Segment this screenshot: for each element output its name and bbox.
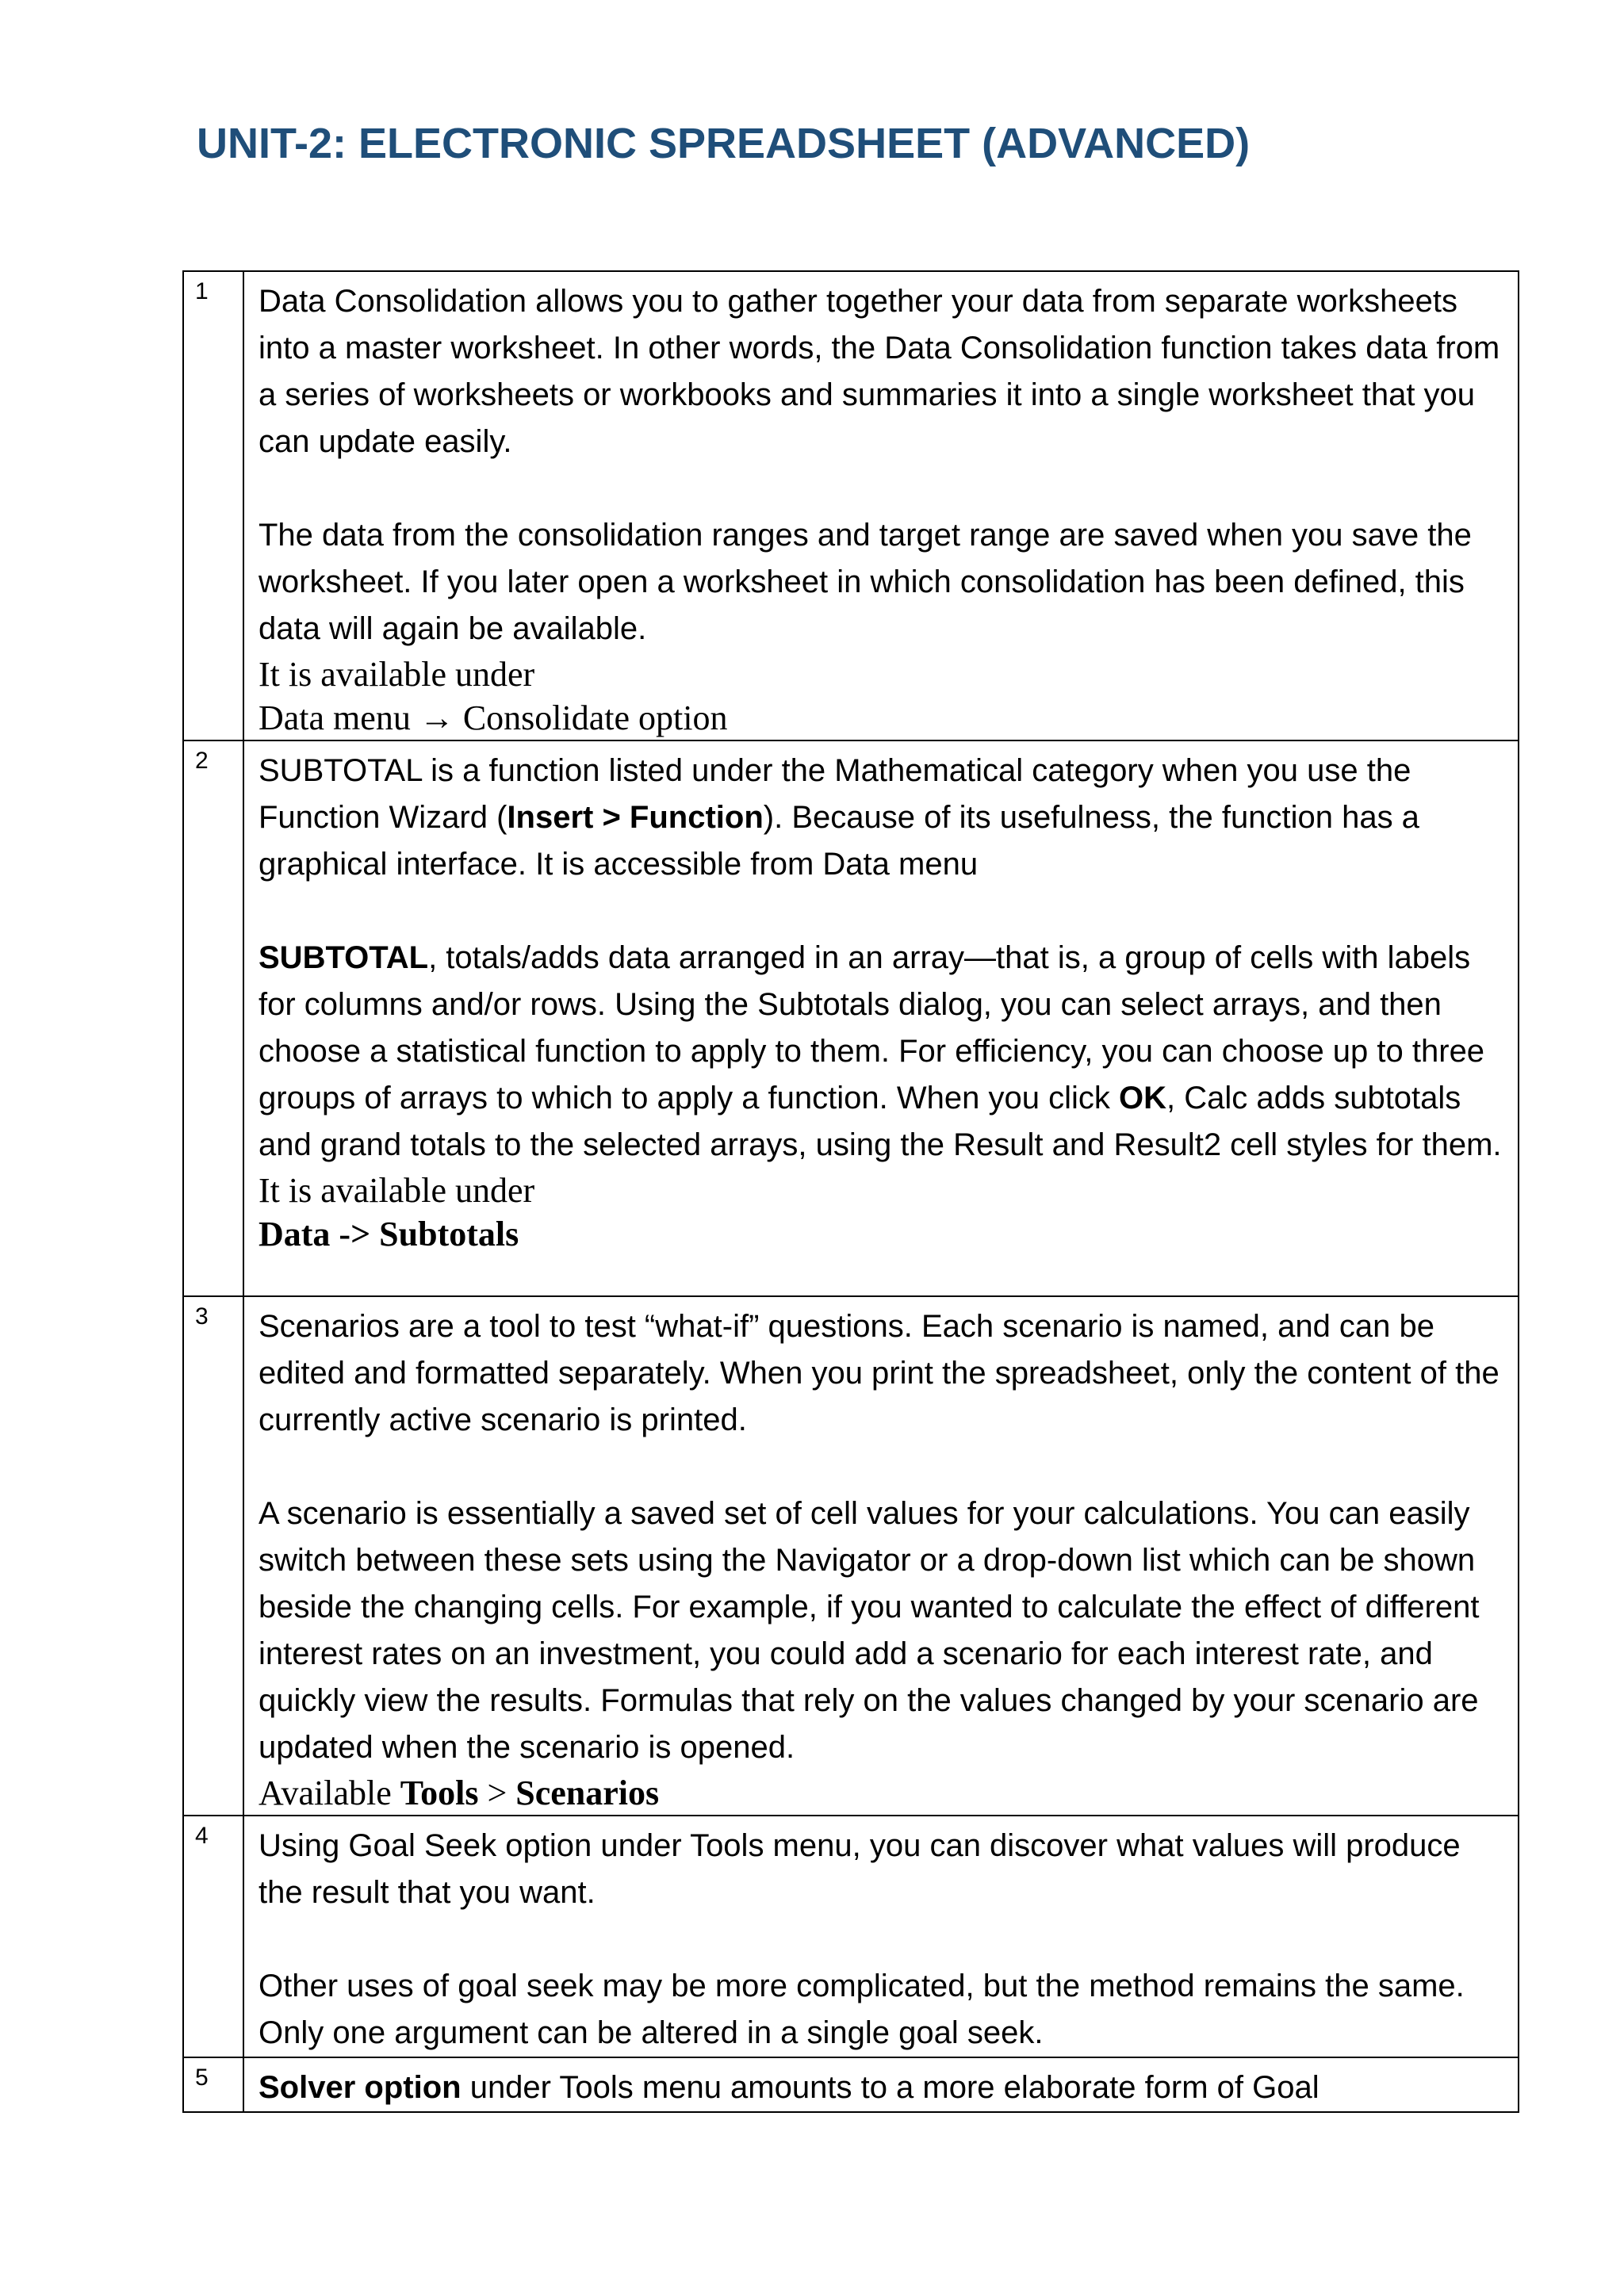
text-run: , totals/adds data arranged in an array—that is, a group of cells with labels for columns and/or rows. Using the Subtotals dialog, you can select arrays, and then choose a statistical function to apply to them. For efficiency, you can choose up to three groups of arrays to which to apply a function. When you click xyxy=(259,940,1485,1115)
paragraph: Data Consolidation allows you to gather together your data from separate worksheets into a master worksheet. In other words, the Data Consolidation function takes data from a series of worksheets or workbooks and summaries it into a single worksheet that you can update easily. xyxy=(259,284,1500,459)
paragraph: Using Goal Seek option under Tools menu, you can discover what values will produce the result that you want. xyxy=(259,1828,1461,1910)
menu-path-start: Data menu xyxy=(259,698,419,737)
paragraph: The data from the consolidation ranges and target range are saved when you save the worksheet. If you later open a worksheet in which consolidation has been defined, this data will again be available. xyxy=(259,518,1472,646)
menu-reference: Insert > Function xyxy=(507,800,764,835)
table-row xyxy=(183,2057,1519,2112)
paragraph: Other uses of goal seek may be more complicated, but the method remains the same. Only one argument can be altered in a single goal seek. xyxy=(259,1969,1465,2050)
row-text-cell xyxy=(243,1296,1519,1816)
text-run: under Tools menu amounts to a more elaborate form of Goal xyxy=(461,2070,1320,2105)
availability-text: It is available under xyxy=(259,1171,535,1210)
content-table xyxy=(182,270,1519,2113)
row-text-cell xyxy=(243,740,1519,1296)
paragraph: Scenarios are a tool to test “what-if” questions. Each scenario is named, and can be edited and formatted separately. When you print the spreadsheet, only the content of the currently active scenario is printed. xyxy=(259,1309,1500,1437)
table-row xyxy=(183,740,1519,1296)
row-number-cell xyxy=(183,2057,243,2112)
paragraph xyxy=(259,2064,1507,2111)
menu-reference: Tools xyxy=(400,1774,479,1812)
page-title: UNIT-2: ELECTRONIC SPREADSHEET (ADVANCED) xyxy=(197,120,1251,167)
paragraph xyxy=(259,935,1507,1169)
row-number: 3 xyxy=(195,1303,209,1330)
row-number-cell xyxy=(183,740,243,1296)
ok-term: OK xyxy=(1118,1081,1166,1115)
row-text-cell xyxy=(243,271,1519,740)
table-row xyxy=(183,1296,1519,1816)
availability-text: It is available under xyxy=(259,655,535,694)
text-run: SUBTOTAL is a function listed under the Mathematical category when you use the Function Wizard ( xyxy=(259,753,1411,835)
menu-path-end: Consolidate option xyxy=(454,698,728,737)
text-run: > xyxy=(478,1774,516,1812)
row-number-cell xyxy=(183,1296,243,1816)
row-number: 4 xyxy=(195,1823,209,1849)
menu-path xyxy=(259,696,1507,740)
row-number: 2 xyxy=(195,748,209,774)
table-row xyxy=(183,271,1519,740)
term: Solver option xyxy=(259,2070,462,2105)
menu-path: Data -> Subtotals xyxy=(259,1215,519,1253)
availability-text xyxy=(259,1771,1507,1815)
text-run: Available xyxy=(259,1774,400,1812)
arrow-icon: → xyxy=(419,698,454,737)
row-text-cell xyxy=(243,1816,1519,2057)
text-run: ). Because of its usefulness, the function has a graphical interface. It is accessible from Data menu xyxy=(259,800,1419,882)
table-row xyxy=(183,1816,1519,2057)
term: SUBTOTAL xyxy=(259,940,429,975)
paragraph: A scenario is essentially a saved set of cell values for your calculations. You can easily switch between these sets using the Navigator or a drop-down list which can be shown beside the changing cells. For example, if you wanted to calculate the effect of different interest rates on an investment, you could add a scenario for each interest rate, and quickly view the results. Formulas that rely on the values changed by your scenario are updated when the scenario is opened. xyxy=(259,1496,1480,1765)
row-number-cell xyxy=(183,1816,243,2057)
row-number-cell xyxy=(183,271,243,740)
text-run: , Calc adds subtotals and grand totals to the selected arrays, using the Result and Result2 cell styles for them. xyxy=(259,1081,1502,1162)
row-text-cell xyxy=(243,2057,1519,2112)
row-number: 5 xyxy=(195,2064,209,2091)
row-number: 1 xyxy=(195,278,209,304)
menu-reference: Scenarios xyxy=(515,1774,660,1812)
paragraph xyxy=(259,748,1507,888)
